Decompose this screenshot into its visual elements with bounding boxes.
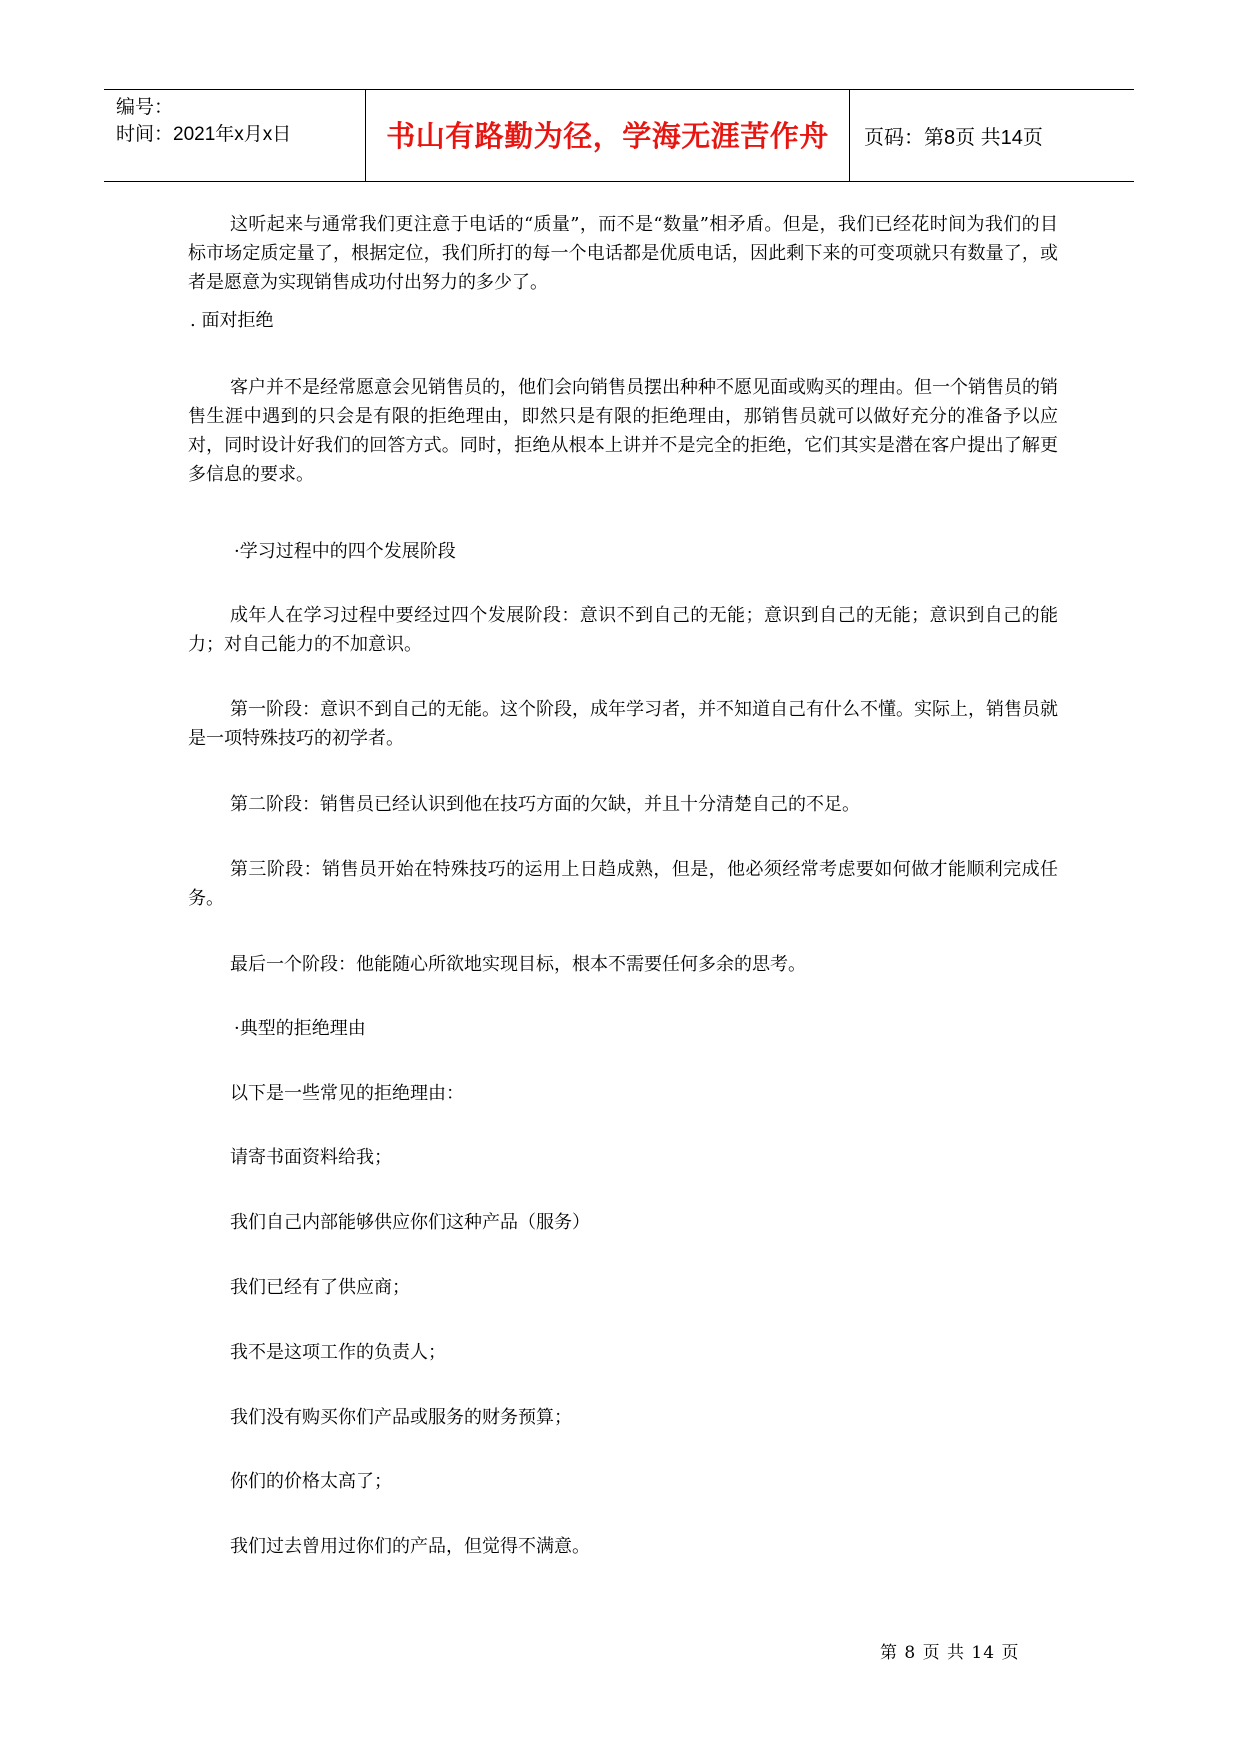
list-item: 请寄书面资料给我； <box>230 1147 392 1168</box>
paragraph: 成年人在学习过程中要经过四个发展阶段：意识不到自己的无能；意识到自己的无能；意识到自己的能力；对自己能力的不加意识。 <box>188 605 1058 655</box>
bullet-heading: ·典型的拒绝理由 <box>234 1018 366 1039</box>
paragraph: 这听起来与通常我们更注意于电话的“质量”，而不是“数量”相矛盾。但是，我们已经花时间为我们的目标市场定质定量了，根据定位，我们所打的每一个电话都是优质电话，因此剩下来的可变项就只有数量了，或者是愿意为实现销售成功付出努力的多少了。 <box>188 214 1058 293</box>
paragraph: 第一阶段：意识不到自己的无能。这个阶段，成年学习者，并不知道自己有什么不懂。实际上，销售员就是一项特殊技巧的初学者。 <box>188 699 1058 749</box>
section-heading: . 面对拒绝 <box>190 310 274 331</box>
list-item: 我们已经有了供应商； <box>230 1277 410 1298</box>
list-intro: 以下是一些常见的拒绝理由： <box>230 1083 464 1104</box>
list-item: 我们自己内部能够供应你们这种产品（服务） <box>230 1212 590 1233</box>
paragraph: 最后一个阶段：他能随心所欲地实现目标，根本不需要任何多余的思考。 <box>230 954 806 975</box>
paragraph: 第二阶段：销售员已经认识到他在技巧方面的欠缺，并且十分清楚自己的不足。 <box>230 794 860 815</box>
paragraph: 第三阶段：销售员开始在特殊技巧的运用上日趋成熟，但是，他必须经常考虑要如何做才能顺利完成任务。 <box>188 859 1058 909</box>
list-item: 你们的价格太高了； <box>230 1471 392 1492</box>
header-page-code: 页码：第8页 共14页 <box>864 127 1043 149</box>
list-item: 我们过去曾用过你们的产品，但觉得不满意。 <box>230 1536 590 1557</box>
date-label: 时间：2021年x月x日 <box>116 124 292 145</box>
serial-number-label: 编号： <box>116 97 174 118</box>
header-motto: 书山有路勤为径，学海无涯苦作舟 <box>366 90 850 181</box>
document-header <box>104 89 1134 182</box>
list-item: 我不是这项工作的负责人； <box>230 1342 446 1363</box>
header-left-cell <box>104 90 366 181</box>
page-footer: 第 8 页 共 14 页 <box>880 1643 1020 1663</box>
paragraph: 客户并不是经常愿意会见销售员的，他们会向销售员摆出种种不愿见面或购买的理由。但一个销售员的销售生涯中遇到的只会是有限的拒绝理由，即然只是有限的拒绝理由，那销售员就可以做好充分的准备予以应对，同时设计好我们的回答方式。同时，拒绝从根本上讲并不是完全的拒绝，它们其实是潜在客户提出了解更多信息的要求。 <box>188 377 1058 485</box>
list-item: 我们没有购买你们产品或服务的财务预算； <box>230 1407 572 1428</box>
bullet-heading: ·学习过程中的四个发展阶段 <box>234 541 456 562</box>
